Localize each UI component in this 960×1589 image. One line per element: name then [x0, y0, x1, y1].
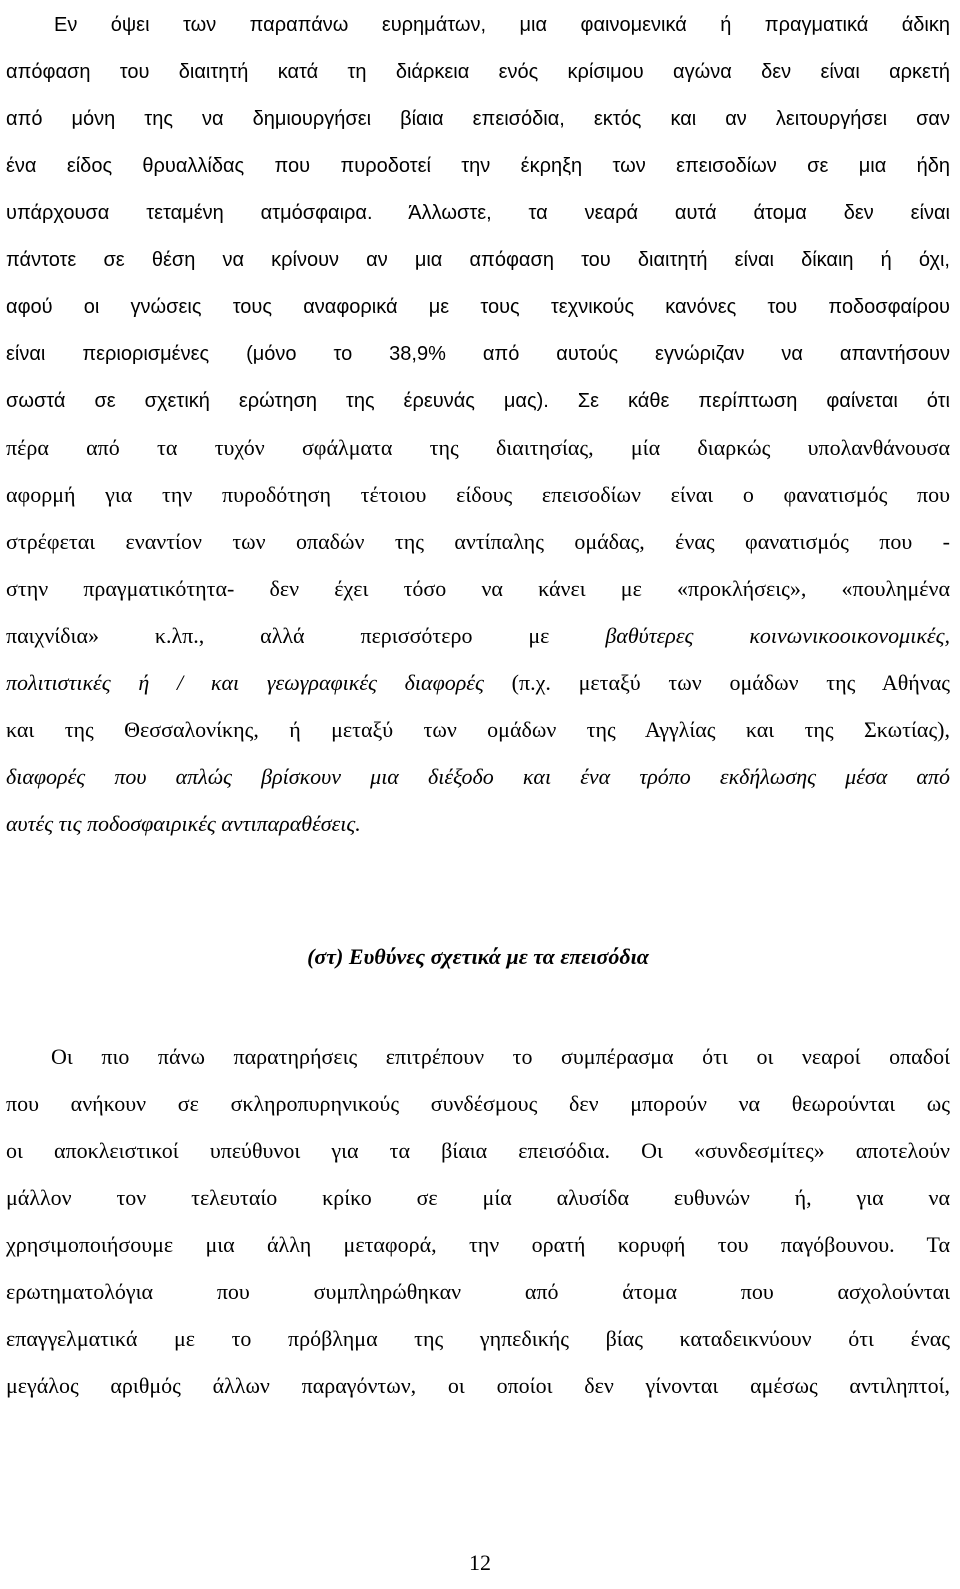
text-line: που ανήκουν σε σκληροπυρηνικούς συνδέσμους δεν μπορούν να θεωρούνται ως	[6, 1091, 950, 1116]
text-line-mixed	[6, 663, 950, 703]
text-line: οι αποκλειστικοί υπεύθυνοι για τα βίαια επεισόδια. Οι «συνδεσμίτες» αποτελούν	[6, 1138, 950, 1163]
text-line: χρησιμοποιήσουμε μια άλλη μεταφορά, την ορατή κορυφή του παγόβουνου. Τα	[6, 1232, 950, 1257]
text-line: είναι περιορισμένες (μόνο το 38,9% από αυτούς εγνώριζαν να απαντήσουν	[6, 343, 950, 365]
text-line: αφορμή για την πυροδότηση τέτοιου είδους επεισοδίων είναι ο φανατισμός που	[6, 482, 950, 507]
text-run: (π.χ. μεταξύ των ομάδων της Αθήνας	[483, 670, 950, 695]
text-line: μάλλον τον τελευταίο κρίκο σε μία αλυσίδα ευθυνών ή, για να	[6, 1185, 950, 1210]
text-run: παιχνίδια» κ.λπ., αλλά περισσότερο με	[6, 623, 606, 648]
text-line-italic: διαφορές που απλώς βρίσκουν μια διέξοδο και ένα τρόπο εκδήλωσης μέσα από	[6, 764, 950, 789]
section-heading: (στ) Ευθύνες σχετικά με τα επεισόδια	[307, 944, 649, 969]
text-line: πάντοτε σε θέση να κρίνουν αν μια απόφαση του διαιτητή είναι δίκαιη ή όχι,	[6, 249, 950, 271]
text-line-mixed	[6, 616, 950, 656]
text-line: υπάρχουσα τεταμένη ατμόσφαιρα. Άλλωστε, τα νεαρά αυτά άτομα δεν είναι	[6, 202, 950, 224]
text-line: ερωτηματολόγια που συμπληρώθηκαν από άτομα που ασχολούνται	[6, 1279, 950, 1304]
text-line: επαγγελματικά με το πρόβλημα της γηπεδικής βίας καταδεικνύουν ότι ένας	[6, 1326, 950, 1351]
text-run-italic: πολιτιστικές ή / και γεωγραφικές διαφορές	[6, 670, 484, 695]
text-line-italic: αυτές τις ποδοσφαιρικές αντιπαραθέσεις.	[6, 811, 361, 836]
page-number: 12	[469, 1550, 491, 1575]
text-line: ένα είδος θρυαλλίδας που πυροδοτεί την έκρηξη των επεισοδίων σε μια ήδη	[6, 155, 950, 177]
text-line: και της Θεσσαλονίκης, ή μεταξύ των ομάδων της Αγγλίας και της Σκωτίας),	[6, 717, 950, 742]
text-line: σωστά σε σχετική ερώτηση της έρευνάς μας). Σε κάθε περίπτωση φαίνεται ότι	[6, 390, 950, 412]
text-run-italic: βαθύτερες κοινωνικοοικονομικές,	[605, 623, 950, 648]
text-line: μεγάλος αριθμός άλλων παραγόντων, οι οποίοι δεν γίνονται αμέσως αντιληπτοί,	[6, 1373, 950, 1398]
text-line: πέρα από τα τυχόν σφάλματα της διαιτησίας, μία διαρκώς υπολανθάνουσα	[6, 435, 950, 460]
text-line: στην πραγματικότητα- δεν έχει τόσο να κάνει με «προκλήσεις», «πουλημένα	[6, 576, 950, 601]
text-line: απόφαση του διαιτητή κατά τη διάρκεια ενός κρίσιμου αγώνα δεν είναι αρκετή	[6, 61, 950, 83]
text-line: Εν όψει των παραπάνω ευρημάτων, μια φαινομενικά ή πραγματικά άδικη	[54, 14, 950, 36]
text-line: αφού οι γνώσεις τους αναφορικά με τους τεχνικούς κανόνες του ποδοσφαίρου	[6, 296, 950, 318]
text-line: στρέφεται εναντίον των οπαδών της αντίπαλης ομάδας, ένας φανατισμός που -	[6, 529, 950, 554]
text-line: Οι πιο πάνω παρατηρήσεις επιτρέπουν το συμπέρασμα ότι οι νεαροί οπαδοί	[51, 1044, 950, 1069]
text-line: από μόνη της να δημιουργήσει βίαια επεισόδια, εκτός και αν λειτουργήσει σαν	[6, 108, 950, 130]
